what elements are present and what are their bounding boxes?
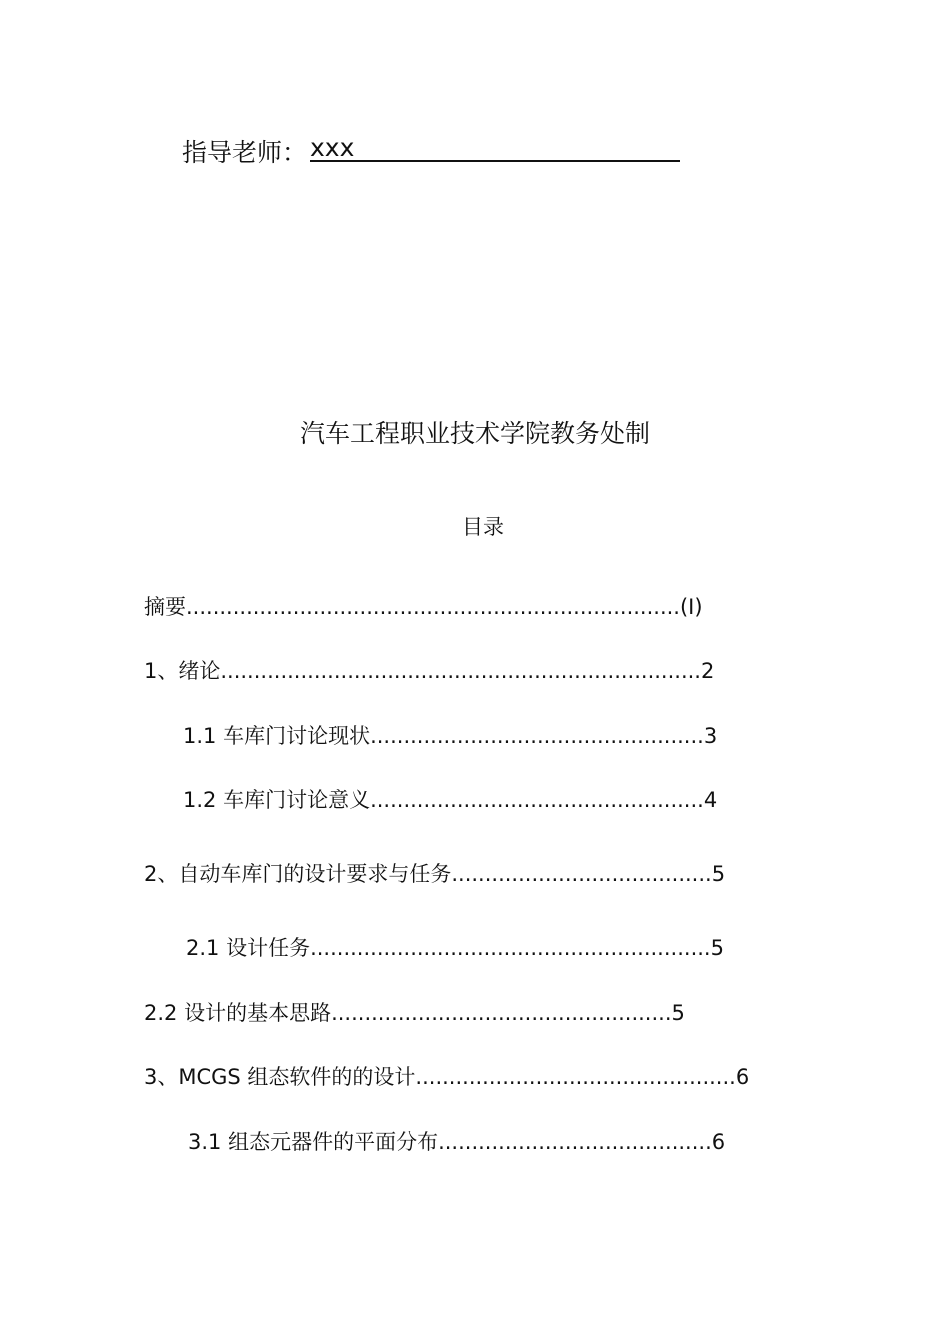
- toc-entry-design-task: 2.1 设计任务............................................................5: [186, 936, 724, 960]
- issuer-title: 汽车工程职业技术学院教务处制: [299, 419, 650, 448]
- advisor-value: xxx: [310, 133, 355, 162]
- advisor-underline: [310, 160, 680, 162]
- toc-entry-introduction: 1、绪论........................................................................2: [144, 659, 715, 683]
- toc-entry-design-requirements: 2、自动车库门的设计要求与任务.......................................5: [144, 862, 726, 886]
- toc-entry-component-layout: 3.1 组态元器件的平面分布.........................................6: [188, 1130, 726, 1154]
- toc-entry-basic-approach: 2.2 设计的基本思路...................................................5: [144, 1001, 685, 1025]
- toc-entry-status: 1.1 车库门讨论现状..................................................3: [183, 724, 718, 748]
- toc-entry-mcgs-design: 3、MCGS 组态软件的的设计................................................6: [144, 1065, 750, 1089]
- advisor-label: 指导老师：: [182, 138, 308, 167]
- toc-title: 目录: [462, 515, 504, 539]
- toc-entry-significance: 1.2 车库门讨论意义..................................................4: [183, 788, 718, 812]
- toc-entry-abstract: 摘要..........................................................................(I): [144, 595, 703, 619]
